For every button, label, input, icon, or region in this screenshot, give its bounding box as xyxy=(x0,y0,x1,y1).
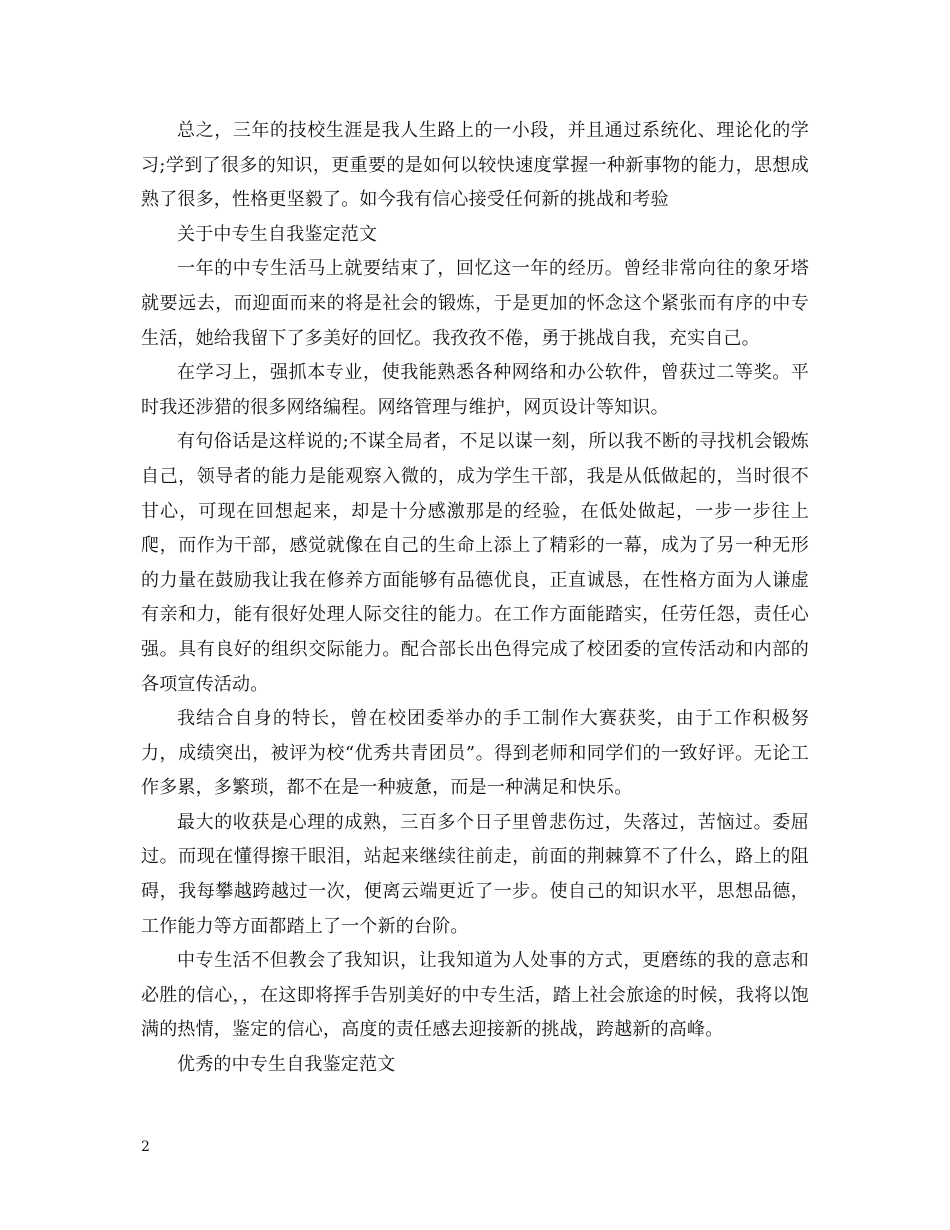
paragraph-intro: 一年的中专生活马上就要结束了，回忆这一年的经历。曾经非常向往的象牙塔就要远去，而迎面而来的将是社会的锻炼，于是更加的怀念这个紧张而有序的中专生活，她给我留下了多美好的回忆。我孜孜不倦，勇于挑战自我，充实自己。 xyxy=(141,258,809,349)
section-heading-2: 优秀的中专生自我鉴定范文 xyxy=(177,1054,396,1076)
paragraph-growth: 最大的收获是心理的成熟，三百多个日子里曾悲伤过，失落过，苦恼过。委屈过。而现在懂得擦干眼泪，站起来继续往前走，前面的荆棘算不了什么，路上的阻碍，我每攀越跨越过一次，便离云端更近了一步。使自己的知识水平，思想品德，工作能力等方面都踏上了一个新的台阶。 xyxy=(141,811,809,937)
paragraph-leadership: 有句俗话是这样说的;不谋全局者，不足以谋一刻，所以我不断的寻找机会锻炼自己，领导者的能力是能观察入微的，成为学生干部，我是从低做起的，当时很不甘心，可现在回想起来，却是十分感激那是的经验，在低处做起，一步一步往上爬，而作为干部，感觉就像在自己的生命上添上了精彩的一幕，成为了另一种无形的力量在鼓励我让我在修养方面能够有品德优良，正直诚恳，在性格方面为人谦虚有亲和力，能有很好处理人际交往的能力。在工作方面能踏实，任劳任怨，责任心强。具有良好的组织交际能力。配合部长出色得完成了校团委的宣传活动和内部的各项宣传活动。 xyxy=(141,431,809,695)
section-heading-1: 关于中专生自我鉴定范文 xyxy=(177,223,378,245)
paragraph-awards: 我结合自身的特长，曾在校团委举办的手工制作大赛获奖，由于工作积极努力，成绩突出，被评为校“优秀共青团员”。得到老师和同学们的一致好评。无论工作多累，多繁琐，都不在是一种疲惫，而是一种满足和快乐。 xyxy=(141,708,809,799)
page-number: 2 xyxy=(141,1139,150,1155)
paragraph-summary: 中专生活不但教会了我知识，让我知道为人处事的方式，更磨练的我的意志和必胜的信心，，在这即将挥手告别美好的中专生活，踏上社会旅途的时候，我将以饱满的热情，鉴定的信心，高度的责任感去迎接新的挑战，跨越新的高峰。 xyxy=(141,950,809,1041)
document-body xyxy=(141,114,809,1083)
paragraph-study: 在学习上，强抓本专业，使我能熟悉各种网络和办公软件，曾获过二等奖。平时我还涉猎的很多网络编程。网络管理与维护，网页设计等知识。 xyxy=(141,362,809,418)
paragraph-conclusion: 总之，三年的技校生涯是我人生路上的一小段，并且通过系统化、理论化的学习;学到了很多的知识，更重要的是如何以较快速度掌握一种新事物的能力，思想成熟了很多，性格更坚毅了。如今我有信心接受任何新的挑战和考验 xyxy=(141,120,809,211)
